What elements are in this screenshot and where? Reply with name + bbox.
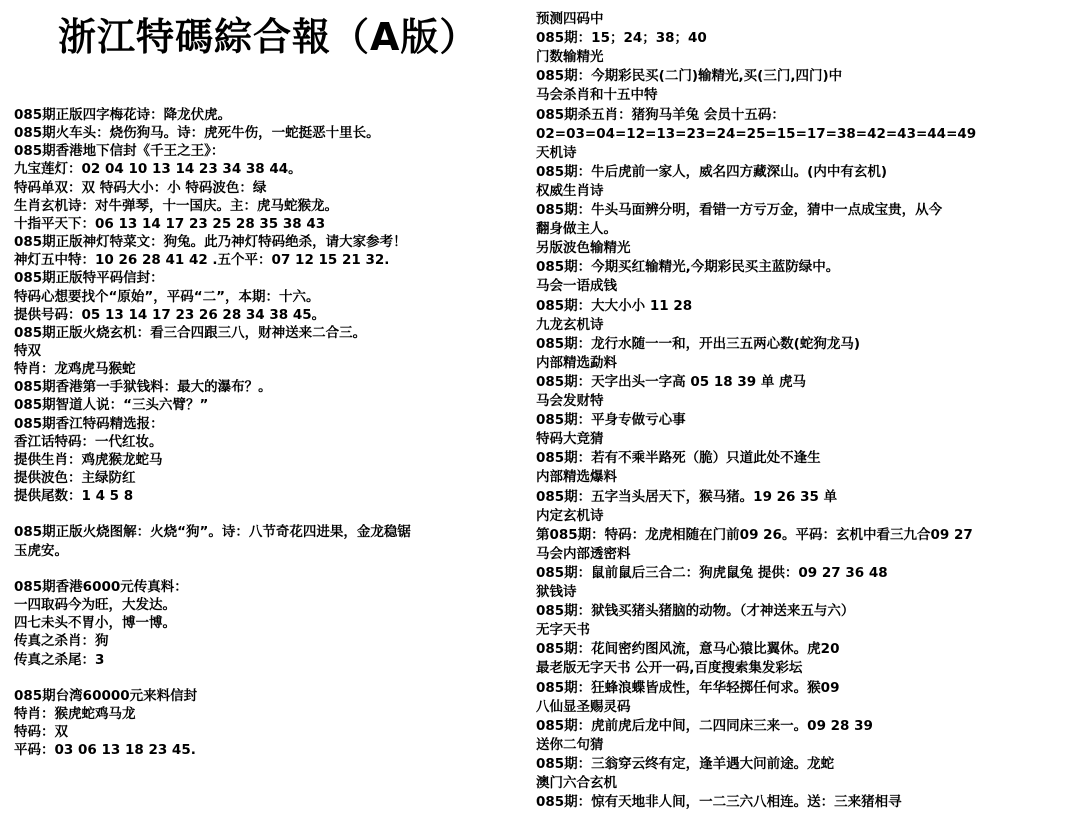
text-line: 085期杀五肖：猪狗马羊兔 会员十五码： — [536, 106, 785, 123]
text-line: 特肖：猴虎蛇鸡马龙 — [14, 705, 136, 722]
text-line: 十指平天下：06 13 14 17 23 25 28 35 38 43 — [14, 215, 326, 232]
text-line: 085期香江特码精选报： — [14, 415, 164, 432]
text-line: 085期：15；24；38；40 — [536, 30, 707, 47]
text-line: 生肖玄机诗：对牛弹琴，十一国庆。主：虎马蛇猴龙。 — [14, 197, 338, 214]
text-line: 另版波色输精光 — [536, 240, 631, 257]
text-line: 085期正版特平码信封： — [14, 270, 164, 287]
text-line: 085期：龙行水随一一和，开出三五两心数(蛇狗龙马) — [536, 335, 861, 352]
text-line: 085期台湾60000元来料信封 — [14, 687, 198, 704]
text-line: 特码单双：双 特码大小：小 特码波色：绿 — [14, 179, 267, 196]
text-line: 特码：双 — [14, 724, 68, 741]
text-line: 神灯五中特：10 26 28 41 42 .五个平：07 12 15 21 32. — [14, 252, 390, 269]
text-line: 提供号码：05 13 14 17 23 26 28 34 38 45。 — [14, 306, 326, 323]
text-line: 香江话特码：一代红妆。 — [14, 433, 163, 450]
text-line: 085期火车头：烧伤狗马。诗：虎死牛伤，一蛇挺恶十里长。 — [14, 125, 380, 142]
text-line: 无字天书 — [536, 622, 590, 639]
text-line: 传真之杀尾：3 — [14, 651, 105, 668]
text-line: 085期：狱钱买猪头猪脑的动物。（才神送来五与六） — [536, 603, 855, 620]
text-line: 085期正版神灯特菜文：狗兔。此乃神灯特码绝杀，请大家参考！ — [14, 234, 407, 251]
text-line: 02=03=04=12=13=23=24=25=15=17=38=42=43=44=49 — [536, 125, 977, 142]
text-line: 最老版无字天书 公开一码,百度搜索集发彩坛 — [536, 660, 803, 677]
text-line: 提供波色：主绿防红 — [14, 470, 136, 486]
text-line: 085期：平身专做亏心事 — [536, 412, 686, 429]
text-line: 085期：鼠前鼠后三合二：狗虎鼠兔 提供：09 27 36 48 — [536, 564, 888, 581]
text-line: 澳门六合玄机 — [536, 775, 617, 791]
text-line: 085期正版火烧玄机：看三合四跟三八，财神送来二合三。 — [14, 324, 367, 341]
text-line: 特双 — [14, 342, 41, 359]
text-line: 特码心想要找个“原始”，平码“二”，本期：十六。 — [14, 288, 320, 305]
text-line: 085期：三翁穿云终有定，逢羊遇大问前途。龙蛇 — [536, 755, 835, 772]
text-line: 提供尾数：1 4 5 8 — [14, 488, 134, 505]
text-line: 085期：牛后虎前一家人，威名四方藏深山。(内中有玄机) — [536, 163, 888, 180]
text-line: 狱钱诗 — [536, 584, 577, 600]
text-line: 特肖：龙鸡虎马猴蛇 — [14, 361, 136, 378]
text-line: 九宝莲灯：02 04 10 13 14 23 34 38 44。 — [14, 161, 302, 178]
text-line: 085期智道人说：“三头六臂？” — [14, 397, 209, 414]
text-line: 085期：大大小小 11 28 — [536, 297, 693, 314]
text-line: 085期：天字出头一字高 05 18 39 单 虎马 — [536, 373, 807, 390]
text-line: 085期：五字当头居天下，猴马猪。19 26 35 单 — [536, 488, 838, 505]
text-line: 马会杀肖和十五中特 — [536, 87, 658, 104]
text-line: 085期香港6000元传真料： — [14, 578, 188, 595]
text-line: 085期：花间密约图风流，意马心猿比翼休。虎20 — [536, 641, 840, 658]
text-line: 平码：03 06 13 18 23 45. — [14, 742, 196, 759]
text-line: 085期正版四字梅花诗：降龙伏虎。 — [14, 107, 232, 123]
text-line: 内部精选勐料 — [536, 354, 617, 371]
text-line: 085期：今期彩民买(二门)输精光,买(三门,四门)中 — [536, 68, 843, 85]
text-line: 天机诗 — [536, 144, 577, 161]
text-line: 传真之杀肖：狗 — [14, 633, 109, 650]
text-line: 085期：今期买红输精光,今期彩民买主蓝防绿中。 — [536, 259, 840, 276]
text-line: 提供生肖：鸡虎猴龙蛇马 — [14, 451, 163, 468]
text-line: 马会发财特 — [536, 393, 604, 409]
page-title: 浙江特碼綜合報（A版） — [58, 15, 479, 59]
text-line: 送你二句猜 — [536, 736, 604, 753]
text-line: 085期：虎前虎后龙中间，二四同床三来一。09 28 39 — [536, 717, 873, 734]
text-line: 内部精选爆料 — [536, 469, 617, 486]
text-line: 085期：牛头马面辨分明，看错一方亏万金，猜中一点成宝贵，从今 — [536, 202, 943, 218]
text-line: 权威生肖诗 — [536, 182, 604, 199]
text-line: 085期：惊有天地非人间，一二三六八相连。送：三来猪相寻 — [536, 794, 902, 811]
text-line: 085期：狂蜂浪蝶皆成性，年华轻掷任何求。猴09 — [536, 679, 840, 696]
text-line: 八仙显圣赐灵码 — [536, 698, 631, 715]
text-line: 第085期：特码：龙虎相随在门前09 26。平码：玄机中看三九合09 27 — [536, 526, 973, 543]
text-line: 085期正版火烧图解：火烧“狗”。诗：八节奇花四进果，金龙稳锯 — [14, 524, 411, 541]
text-line: 内定玄机诗 — [536, 507, 604, 524]
text-line: 门数输精光 — [536, 49, 604, 66]
text-line: 085期香港第一手狱钱料：最大的瀑布？。 — [14, 379, 272, 396]
text-line: 特码大竞猜 — [536, 431, 604, 448]
text-line: 一四取码今为旺，大发达。 — [14, 597, 176, 614]
text-line: 玉虎安。 — [14, 542, 68, 559]
text-line: 085期香港地下信封《千王之王》： — [14, 143, 225, 160]
text-line: 马会内部透密料 — [536, 545, 631, 562]
text-line: 九龙玄机诗 — [536, 316, 604, 333]
text-line: 四七未头不胃小，博一博。 — [14, 615, 176, 632]
text-line: 085期：若有不乘半路死（脆）只道此处不逢生 — [536, 450, 821, 467]
text-line: 预测四码中 — [536, 11, 604, 27]
text-line: 马会一语成钱 — [536, 278, 617, 295]
text-line: 翻身做主人。 — [536, 221, 617, 238]
